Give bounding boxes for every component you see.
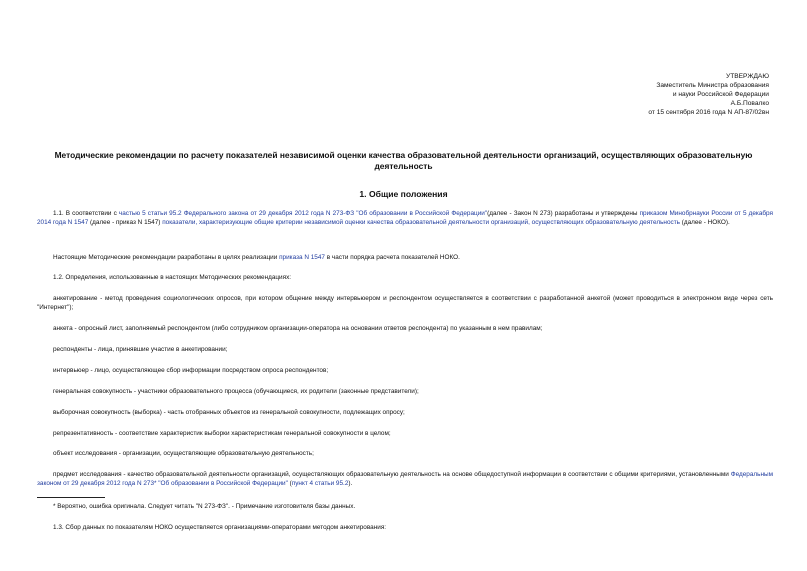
text: (далее - приказ N 1547) (88, 219, 163, 227)
definition-questionnaire: анкета - опросный лист, заполняемый респондентом (либо сотрудником организации-оператора на основании ответов респондента) по указанным в нем правилам; (53, 325, 543, 332)
definition-sample: выборочная совокупность (выборка) - часть отобранных объектов из генеральной совокупности, подлежащих опросу; (53, 409, 405, 416)
definition-representativeness: репрезентативность - соответствие характеристик выборки характеристикам генеральной совокупности в целом; (53, 430, 391, 437)
text: ( (287, 480, 292, 488)
footnote: * Вероятно, ошибка оригинала. Следует читать "N 273-ФЗ". - Примечание изготовителя базы данных. (53, 503, 356, 510)
approval-position: Заместитель Министра образования (656, 82, 769, 90)
definition-respondents: респонденты - лица, принявшие участие в анкетировании; (53, 346, 228, 353)
paragraph-1-1 (37, 209, 773, 228)
text: предмет исследования - качество образовательной деятельности организаций, осуществляющих образовательную деятельность на основе общедоступной информации в соответствии с общими критериями, установленными (53, 471, 731, 478)
text: в части порядка расчета показателей НОКО. (324, 254, 460, 261)
approval-ministry: и науки Российской Федерации (672, 91, 769, 99)
footnote-divider (37, 497, 105, 498)
definition-subject (37, 470, 773, 489)
definition-population: генеральная совокупность - участники образовательного процесса (обучающиеся, их родители (законные представители); (53, 388, 419, 395)
approval-block (529, 72, 769, 117)
approval-heading: УТВЕРЖДАЮ (726, 73, 769, 80)
article-link[interactable]: пункт 4 статьи 95.2 (291, 480, 349, 488)
indicators-link[interactable]: показатели, характеризующие общие критерии независимой оценки качества образовательной деятельности организаций, осуществляющих образовательную деятельность (162, 219, 680, 227)
definition-object: объект исследования - организации, осуществляющие образовательную деятельность; (53, 450, 314, 457)
federal-law-link[interactable]: Федеральным законом от 29 декабря 2012 года N 273* "Об образовании в Российской Федерации" (37, 471, 773, 488)
definition-survey: анкетирование - метод проведения социологических опросов, при котором общение между интервьюером и респондентом осуществляется в соответствии с разработанной анкетой (может проводиться в электронном виде через сеть "Интернет"); (37, 295, 773, 312)
paragraph-1-2: 1.2. Определения, использованные в настоящих Методических рекомендациях: (53, 274, 292, 281)
text: Настоящие Методические рекомендации разработаны в целях реализации (53, 254, 280, 261)
text: 1.1. В соответствии с (53, 210, 119, 217)
order-link[interactable]: приказом Минобрнауки России от 5 декабря 2014 года N 1547 (37, 210, 773, 227)
approval-signatory: А.Б.Повалко (730, 100, 769, 108)
paragraph-1-3: 1.3. Сбор данных по показателям НОКО осуществляется организациями-операторами методом анкетирования: (53, 524, 387, 531)
section-heading: 1. Общие положения (359, 189, 448, 199)
text: (далее - Закон N 273) разработаны и утверждены (487, 210, 640, 217)
paragraph-purpose (37, 253, 773, 262)
order-1547-link[interactable]: приказа N 1547 (279, 254, 325, 261)
document-title: Методические рекомендации по расчету показателей независимой оценки качества образовательной деятельности организаций, осуществляющих образовательную деятельность (54, 150, 753, 171)
approval-date: от 15 сентября 2016 года N АП-87/02вн (648, 109, 769, 117)
text: (далее - НОКО). (679, 219, 730, 227)
definition-interviewer: интервьюер - лицо, осуществляющее сбор информации посредством опроса респондентов; (53, 367, 329, 374)
text: ). (348, 480, 353, 488)
law-link[interactable]: частью 5 статьи 95.2 Федерального закона от 29 декабря 2012 года N 273-ФЗ "Об образовании в Российской Федерации" (118, 210, 488, 217)
